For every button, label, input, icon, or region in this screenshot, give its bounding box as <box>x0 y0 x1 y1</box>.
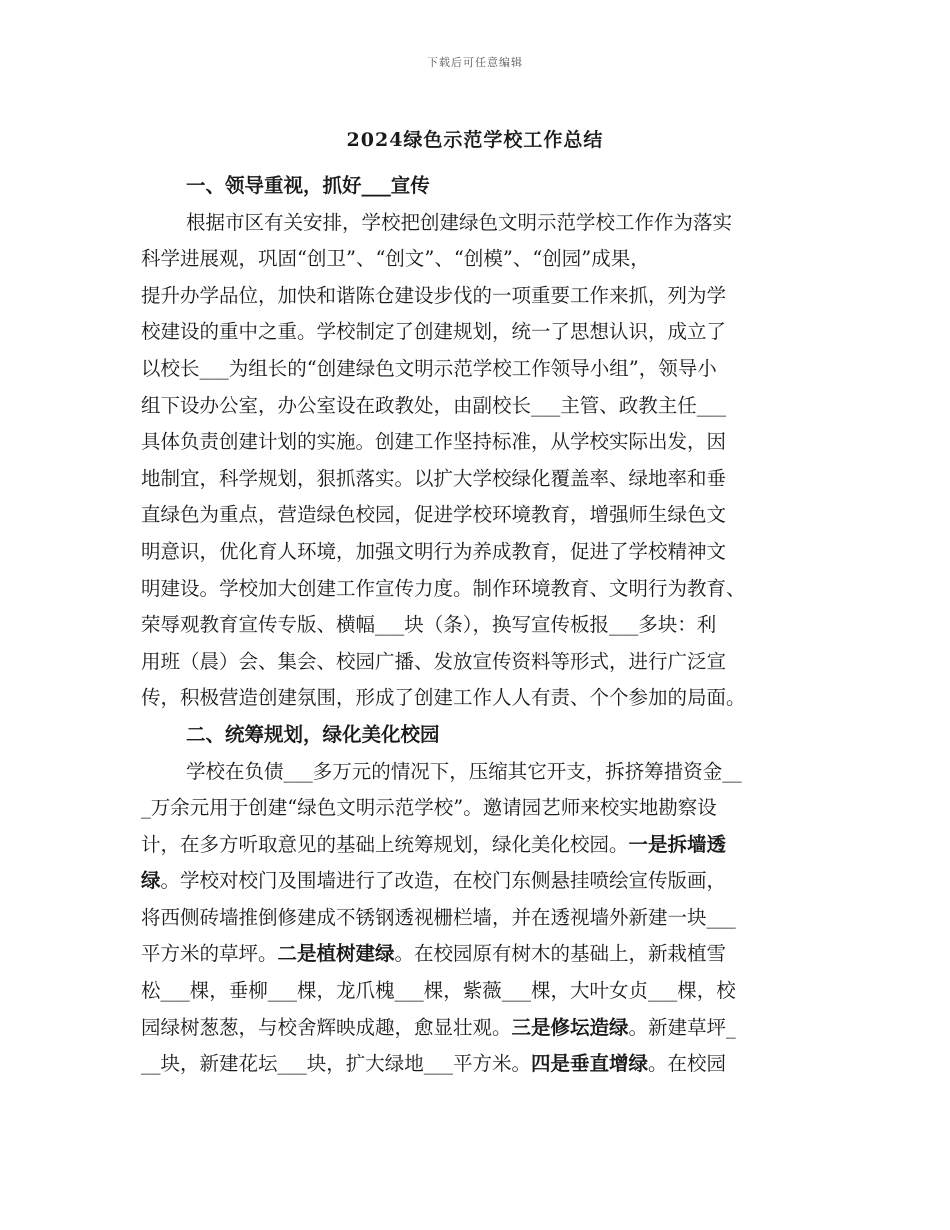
text-segment: 计，在多方听取意见的基础上统筹规划，绿化美化校园。 <box>141 832 629 856</box>
bold-text: 绿 <box>141 869 161 893</box>
bold-text: 一是拆墙透 <box>628 832 727 856</box>
paragraph-line <box>141 900 821 937</box>
text-segment: 学校在负债___多万元的情况下，压缩其它开支，拆挤筹措资金__ <box>186 759 742 783</box>
text-segment: 明建设。学校加大创建工作宣传力度。制作环境教育、文明行为教育、 <box>141 576 746 600</box>
bold-text: 二是植树建绿 <box>277 942 395 966</box>
paragraph-line <box>141 936 821 973</box>
text-segment: 一、领导重视，抓好 <box>186 174 362 197</box>
paragraph-line <box>141 680 821 717</box>
text-segment: 校建设的重中之重。学校制定了创建规划，统一了思想认识，成立了 <box>141 320 727 344</box>
text-segment: _万余元用于创建“绿色文明示范学校”。邀请园艺师来校实地勘察设 <box>141 796 717 820</box>
paragraph-line <box>141 314 821 351</box>
paragraph-line <box>141 1010 821 1047</box>
paragraph-line <box>141 607 821 644</box>
document-body <box>141 168 821 1083</box>
text-segment: 明意识，优化育人环境，加强文明行为养成教育，促进了学校精神文 <box>141 539 727 563</box>
document-title: 2024绿色示范学校工作总结 <box>346 129 604 151</box>
text-segment: 宣传 <box>390 174 430 197</box>
text-segment: 二、统筹规划，绿化美化校园 <box>186 722 440 746</box>
paragraph-line <box>141 461 821 498</box>
page-header-note: 下载后可任意编辑 <box>427 56 523 69</box>
paragraph-line <box>141 424 821 461</box>
underlined-blank: ___ <box>361 174 391 197</box>
text-segment: 组下设办公室，办公室设在政教处，由副校长___主管、政教主任___ <box>141 393 727 417</box>
section-heading <box>141 168 821 205</box>
paragraph-line <box>141 351 821 388</box>
text-segment: 。在校园原有树木的基础上，新栽植雪 <box>394 942 727 966</box>
paragraph-line <box>141 241 821 278</box>
text-segment: 松___棵，垂柳___棵，龙爪槐___棵，紫薇___棵，大叶女贞___棵，校 <box>141 979 736 1003</box>
text-segment: 地制宜，科学规划，狠抓落实。以扩大学校绿化覆盖率、绿地率和垂 <box>141 466 727 490</box>
paragraph-line <box>141 973 821 1010</box>
paragraph-line <box>141 827 821 864</box>
text-segment: 平方米的草坪。 <box>141 942 278 966</box>
text-segment: __块，新建花坛___块，扩大绿地___平方米。 <box>141 1052 532 1076</box>
text-segment: 。在校园 <box>648 1052 727 1076</box>
paragraph-line <box>141 754 821 791</box>
bold-text: 四是垂直增绿 <box>531 1052 649 1076</box>
text-segment: 。学校对校门及围墙进行了改造，在校门东侧悬挂喷绘宣传版画， <box>160 869 727 893</box>
text-segment: 荣辱观教育宣传专版、横幅___块（条），换写宣传板报___多块：利 <box>141 613 717 637</box>
paragraph-line <box>141 388 821 425</box>
text-segment: 将西侧砖墙推倒修建成不锈钢透视栅栏墙，并在透视墙外新建一块___ <box>141 905 736 929</box>
text-segment: 具体负责创建计划的实施。创建工作坚持标准，从学校实际出发，因 <box>141 430 727 454</box>
paragraph-line <box>141 863 821 900</box>
paragraph-line <box>141 1046 821 1083</box>
paragraph-line <box>141 497 821 534</box>
paragraph-line <box>141 644 821 681</box>
text-segment: 提升办学品位，加快和谐陈仓建设步伐的一项重要工作来抓，列为学 <box>141 283 727 307</box>
paragraph-line <box>141 534 821 571</box>
paragraph-line <box>141 790 821 827</box>
bold-text: 三是修坛造绿 <box>511 1015 629 1039</box>
text-segment: 传，积极营造创建氛围，形成了创建工作人人有责、个个参加的局面。 <box>141 686 746 710</box>
text-segment: 园绿树葱葱，与校舍辉映成趣，愈显壮观。 <box>141 1015 512 1039</box>
text-segment: 根据市区有关安排，学校把创建绿色文明示范学校工作作为落实 <box>186 210 733 234</box>
section-heading <box>141 717 821 754</box>
paragraph-line <box>141 571 821 608</box>
text-segment: 直绿色为重点，营造绿色校园，促进学校环境教育，增强师生绿色文 <box>141 503 727 527</box>
text-segment: 。新建草坪_ <box>628 1015 736 1039</box>
text-segment: 用班（晨）会、集会、校园广播、发放宣传资料等形式，进行广泛宣 <box>141 649 727 673</box>
text-segment: 以校长___为组长的“创建绿色文明示范学校工作领导小组”，领导小 <box>141 356 717 380</box>
paragraph-line <box>141 205 821 242</box>
paragraph-line <box>141 278 821 315</box>
text-segment: 科学进展观，巩固“创卫”、“创文”、“创模”、“创园”成果， <box>141 247 650 271</box>
